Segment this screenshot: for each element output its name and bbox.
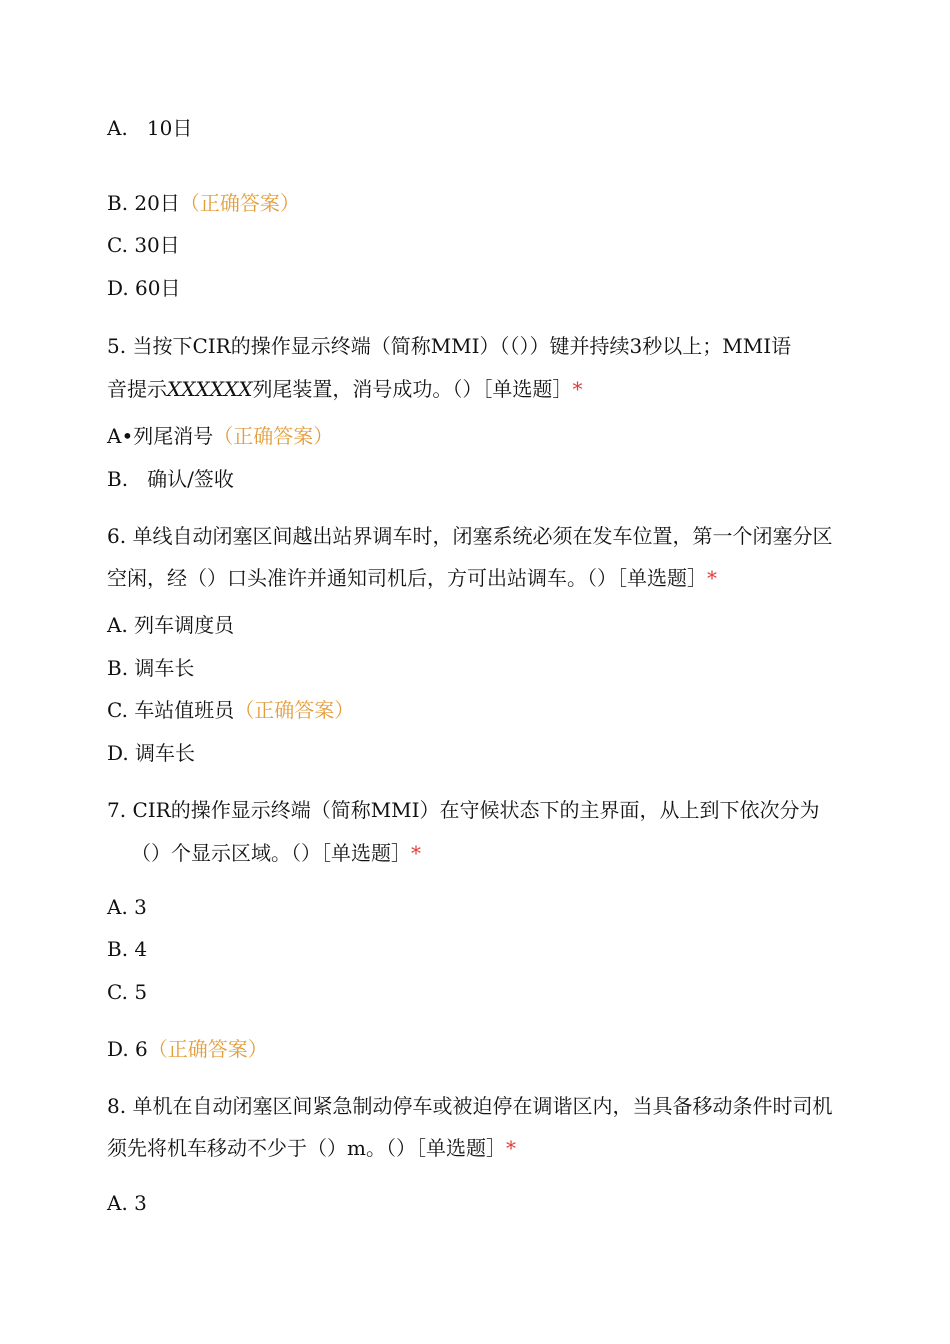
q7-option-d[interactable] bbox=[107, 1035, 268, 1063]
q4-option-a[interactable] bbox=[107, 114, 192, 142]
q6-option-d[interactable] bbox=[107, 739, 195, 767]
option-text: 列尾消号 bbox=[133, 424, 214, 448]
correct-answer-tag: （正确答案） bbox=[213, 424, 334, 448]
question-text: 须先将机车移动不少于（）m。（）［单选题］ bbox=[107, 1136, 506, 1160]
option-text: 车站值班员 bbox=[134, 698, 235, 722]
q7-question-line2 bbox=[131, 839, 421, 867]
option-label: D. bbox=[107, 276, 129, 300]
option-text: 10日 bbox=[146, 116, 193, 140]
option-text: 60日 bbox=[135, 276, 181, 300]
option-text: 30日 bbox=[134, 233, 180, 257]
option-text: 3 bbox=[134, 895, 147, 919]
q7-option-c[interactable] bbox=[107, 978, 147, 1006]
option-text: 6 bbox=[135, 1037, 148, 1061]
option-label: A• bbox=[107, 424, 134, 448]
q5-option-a[interactable] bbox=[107, 422, 333, 450]
question-text: 5. 当按下CIR的操作显示终端（简称MMI）（（））键并持续3秒以上；MMI语 bbox=[107, 334, 792, 358]
q5-question-line1 bbox=[107, 332, 791, 360]
required-mark: * bbox=[505, 1136, 516, 1160]
q6-question-line2 bbox=[107, 564, 717, 592]
option-label: A. bbox=[107, 613, 128, 637]
option-text: 4 bbox=[134, 937, 148, 961]
option-label: B. bbox=[107, 937, 129, 961]
q8-question-line2 bbox=[107, 1134, 516, 1162]
required-mark: * bbox=[572, 377, 583, 401]
option-text: 5 bbox=[134, 980, 148, 1004]
option-label: B. bbox=[107, 656, 129, 680]
q4-option-d[interactable] bbox=[107, 274, 181, 302]
q6-option-b[interactable] bbox=[107, 654, 194, 682]
q7-option-a[interactable] bbox=[107, 893, 147, 921]
question-text: 音提示 bbox=[107, 377, 167, 401]
required-mark: * bbox=[707, 566, 717, 590]
option-label: B. bbox=[107, 191, 129, 215]
question-text: 空闲，经（）口头准许并通知司机后，方可出站调车。（）［单选题］ bbox=[107, 566, 707, 590]
option-text: 确认/签收 bbox=[147, 467, 234, 491]
option-text: 列车调度员 bbox=[134, 613, 235, 637]
option-label: B. bbox=[107, 467, 129, 491]
correct-answer-tag: （正确答案） bbox=[147, 1037, 268, 1061]
option-text: 调车长 bbox=[135, 741, 196, 765]
q5-question-line2 bbox=[107, 375, 582, 403]
question-text: （）个显示区域。（）［单选题］ bbox=[131, 841, 411, 865]
question-text: 6. 单线自动闭塞区间越出站界调车时，闭塞系统必须在发车位置，第一个闭塞分区 bbox=[107, 524, 833, 548]
correct-answer-tag: （正确答案） bbox=[234, 698, 355, 722]
option-label: D. bbox=[107, 741, 129, 765]
q7-option-b[interactable] bbox=[107, 935, 147, 963]
q6-option-a[interactable] bbox=[107, 611, 234, 639]
question-text: 列尾装置，消号成功。（）［单选题］ bbox=[252, 377, 573, 401]
q6-question-line1 bbox=[107, 522, 832, 550]
option-label: C. bbox=[107, 980, 128, 1004]
q7-question-line1 bbox=[107, 796, 820, 824]
question-text: 7. CIR的操作显示终端（简称MMI）在守候状态下的主界面，从上到下依次分为 bbox=[107, 798, 820, 822]
question-text: 8. 单机在自动闭塞区间紧急制动停车或被迫停在调谐区内，当具备移动条件时司机 bbox=[107, 1094, 833, 1118]
option-label: D. bbox=[107, 1037, 129, 1061]
option-label: A. bbox=[107, 1191, 128, 1215]
correct-answer-tag: （正确答案） bbox=[179, 191, 300, 215]
q8-option-a[interactable] bbox=[107, 1189, 147, 1217]
required-mark: * bbox=[411, 841, 421, 865]
option-text: 20日 bbox=[134, 191, 180, 215]
q4-option-b[interactable] bbox=[107, 189, 300, 217]
option-label: C. bbox=[107, 233, 128, 257]
option-label: A. bbox=[107, 895, 128, 919]
option-text: 3 bbox=[134, 1191, 147, 1215]
question-text-placeholder: XXXXXX bbox=[167, 377, 253, 401]
option-text: 调车长 bbox=[134, 656, 195, 680]
option-label: C. bbox=[107, 698, 128, 722]
q4-option-c[interactable] bbox=[107, 231, 180, 259]
q6-option-c[interactable] bbox=[107, 696, 354, 724]
option-label: A. bbox=[107, 116, 128, 140]
q8-question-line1 bbox=[107, 1092, 832, 1120]
q5-option-b[interactable] bbox=[107, 465, 234, 493]
